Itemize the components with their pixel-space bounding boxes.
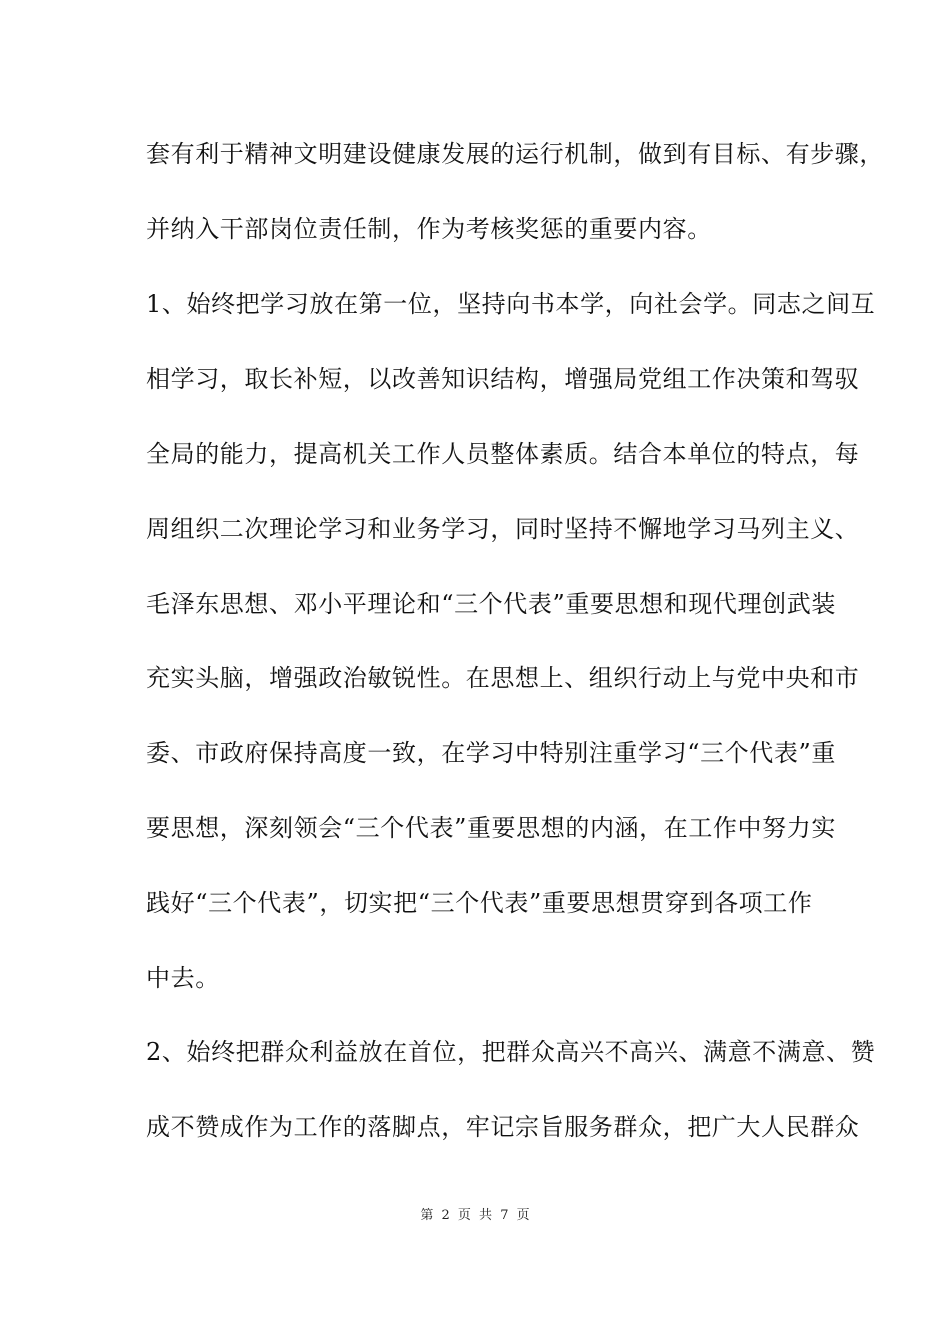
paragraph-line: 相学习，取长补短，以改善知识结构，增强局党组工作决策和驾驭 xyxy=(146,365,860,393)
paragraph-line: 要思想，深刻领会“三个代表”重要思想的内涵，在工作中努力实 xyxy=(146,814,836,842)
paragraph-line: 充实头脑，增强政治敏锐性。在思想上、组织行动上与党中央和市 xyxy=(146,664,860,692)
paragraph-line: 并纳入干部岗位责任制，作为考核奖惩的重要内容。 xyxy=(146,215,712,243)
paragraph-line: 周组织二次理论学习和业务学习，同时坚持不懈地学习马列主义、 xyxy=(146,515,860,543)
paragraph-line: 委、市政府保持高度一致，在学习中特别注重学习“三个代表”重 xyxy=(146,739,836,767)
paragraph-line: 践好“三个代表”，切实把“三个代表”重要思想贯穿到各项工作 xyxy=(146,889,813,917)
paragraph-line: 中去。 xyxy=(146,964,220,992)
page-number-footer: 第 2 页 共 7 页 xyxy=(420,1208,530,1223)
paragraph-line: 全局的能力，提高机关工作人员整体素质。结合本单位的特点，每 xyxy=(146,440,860,468)
paragraph-line: 2、始终把群众利益放在首位，把群众高兴不高兴、满意不满意、赞 xyxy=(146,1038,876,1066)
paragraph-line: 成不赞成作为工作的落脚点，牢记宗旨服务群众，把广大人民群众 xyxy=(146,1113,860,1141)
paragraph-line: 毛泽东思想、邓小平理论和“三个代表”重要思想和现代理创武装 xyxy=(146,590,836,618)
paragraph-line: 1、始终把学习放在第一位，坚持向书本学，向社会学。同志之间互 xyxy=(146,290,876,318)
paragraph-line: 套有利于精神文明建设健康发展的运行机制，做到有目标、有步骤， xyxy=(146,140,884,168)
